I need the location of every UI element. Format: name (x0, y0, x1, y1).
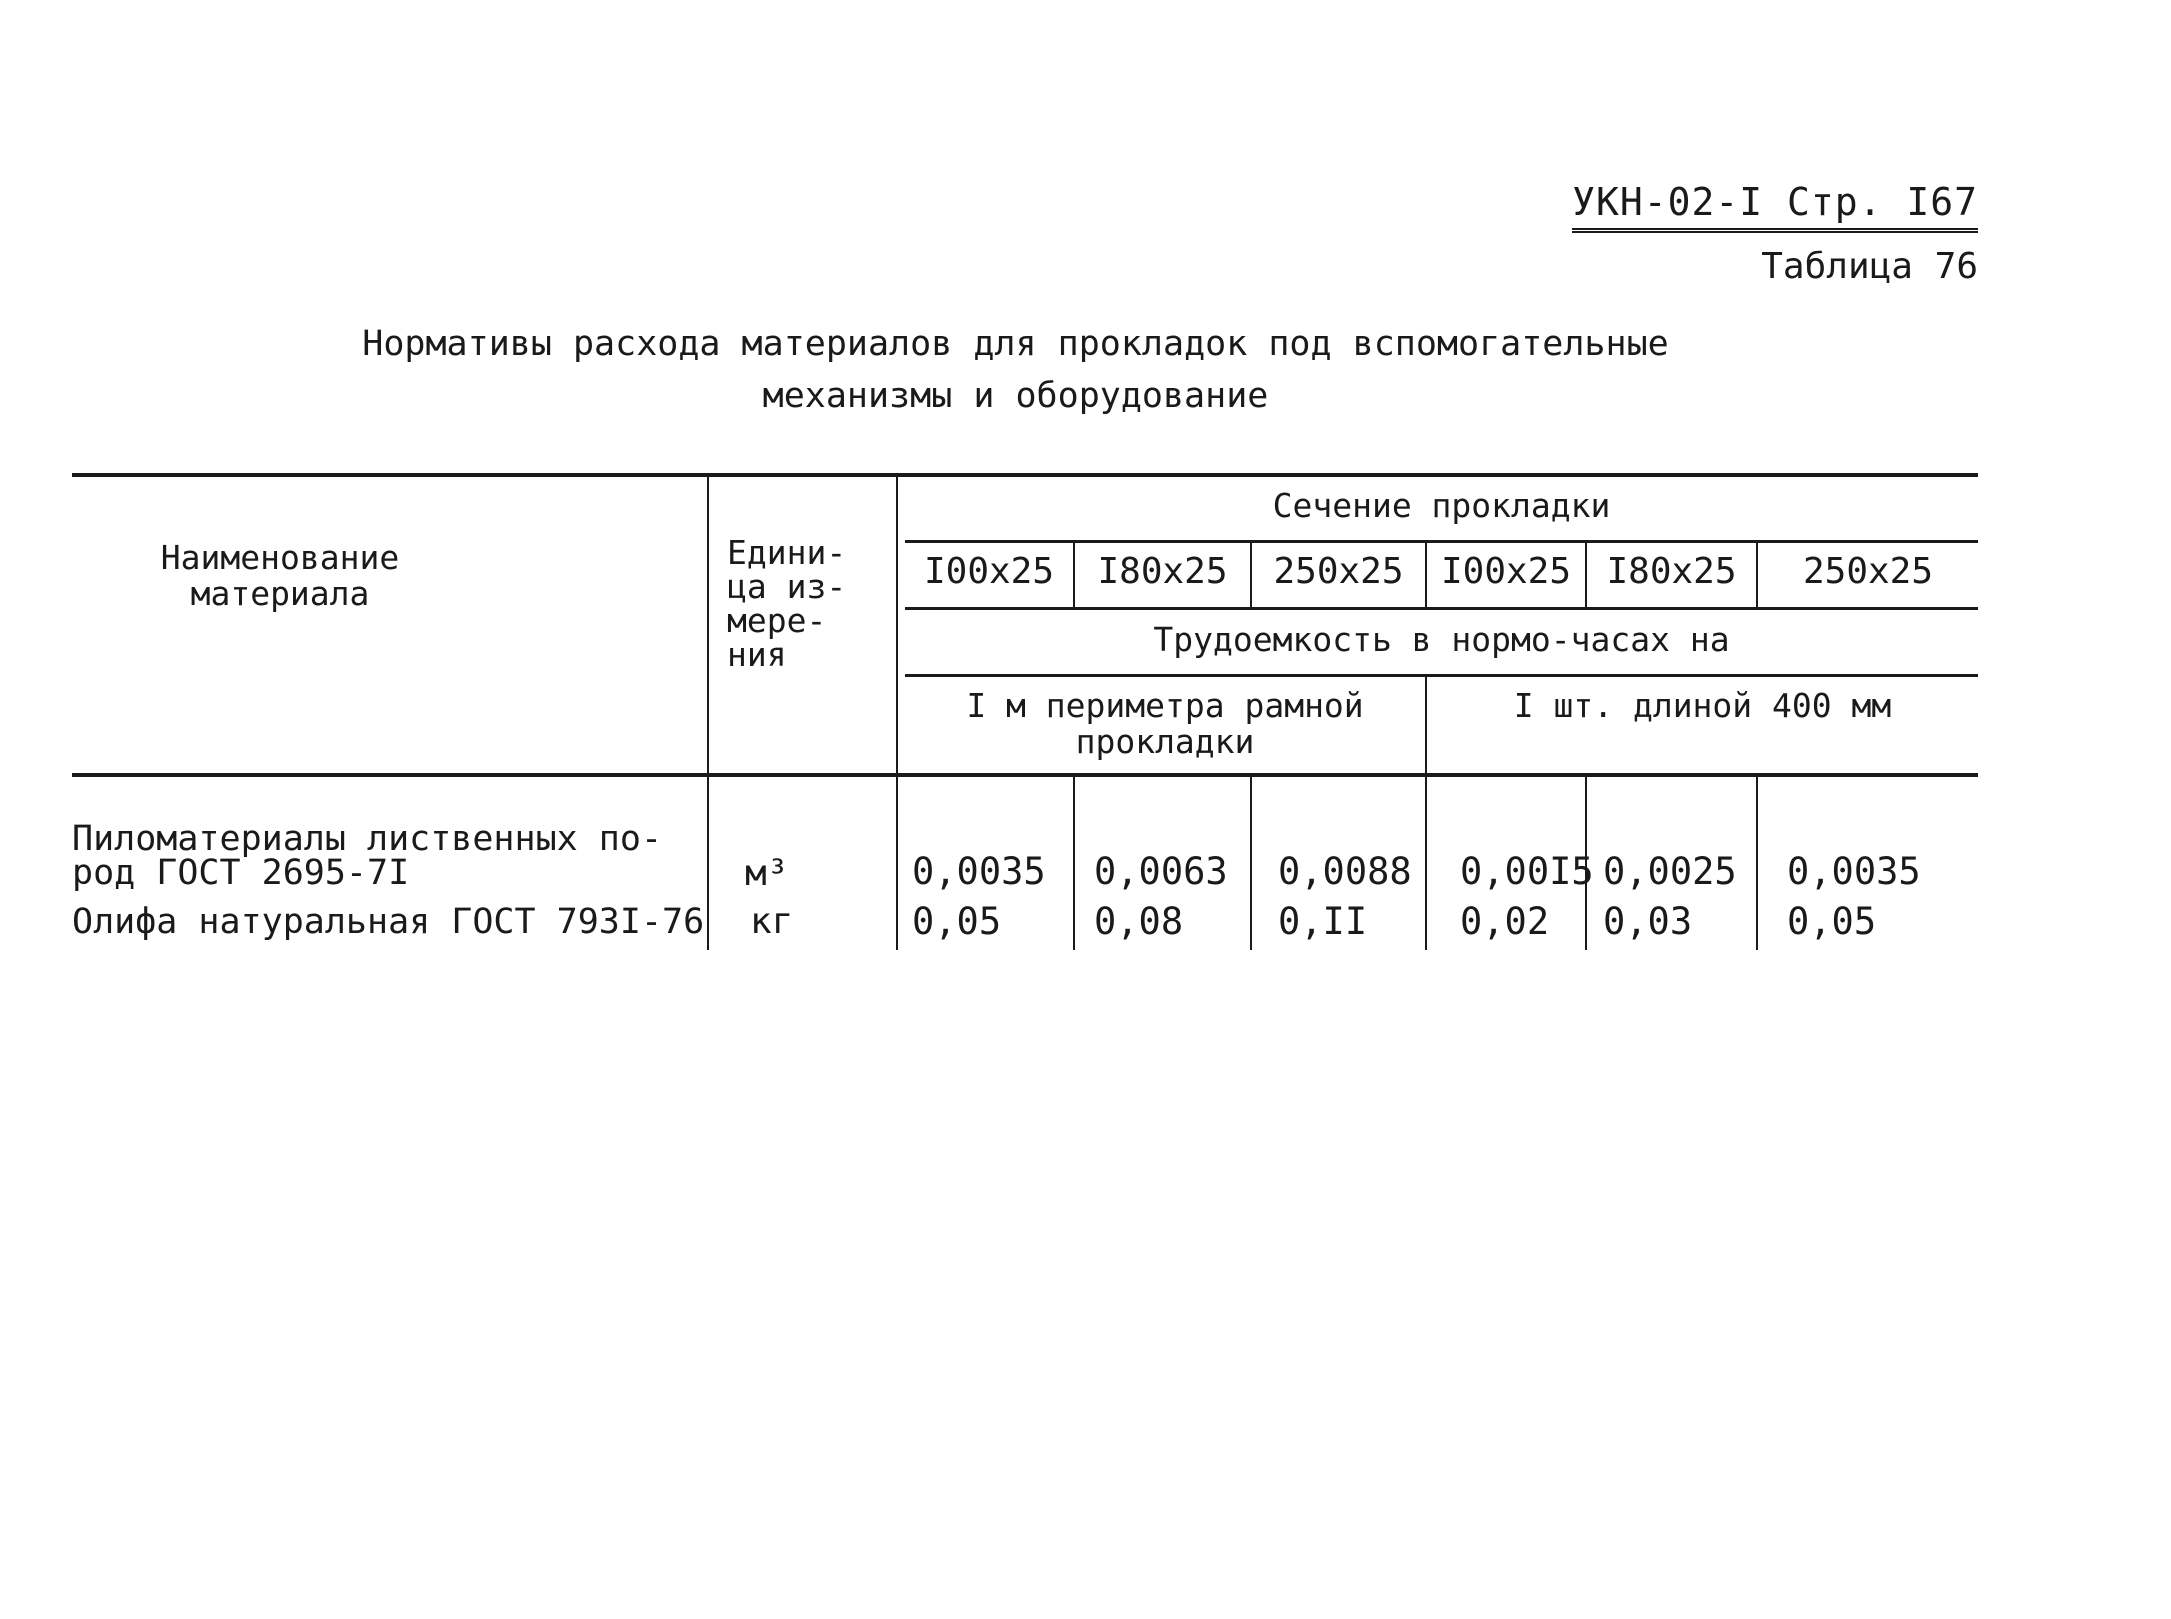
row-1-value: 0,0025 (1603, 850, 1737, 893)
header-frame-perimeter (905, 688, 1425, 760)
col-divider-values (896, 475, 898, 950)
header-unit (727, 533, 847, 674)
section-size: I00x25 (923, 551, 1055, 592)
row-1-material (72, 819, 663, 893)
col-divider-unit (707, 475, 709, 950)
header-unit-line-4: ния (727, 635, 787, 674)
page-reference: УКН-02-I Стр. I67 (1572, 180, 1978, 233)
section-sizes-rule (905, 607, 1978, 610)
row-1-material-line-1: Пиломатериалы лиственных по- (72, 819, 663, 859)
header-unit-line-2: ца из- (727, 567, 847, 606)
header-labor-group: Трудоемкость в нормо-часах на (1153, 620, 1730, 659)
row-1-value: 0,00I5 (1460, 850, 1594, 893)
header-unit-line-1: Едини- (727, 533, 847, 572)
data-divider-5 (1756, 775, 1758, 950)
section-size: I80x25 (1606, 551, 1737, 592)
section-size: I80x25 (1097, 551, 1228, 592)
header-bottom-rule (72, 773, 1978, 777)
row-1-unit: м³ (745, 853, 789, 894)
row-2-value: 0,08 (1094, 900, 1184, 943)
row-2-value: 0,05 (912, 900, 1002, 943)
row-2-value: 0,03 (1603, 900, 1693, 943)
row-1-value: 0,0035 (1787, 850, 1921, 893)
row-2-value: 0,02 (1460, 900, 1550, 943)
data-divider-1 (1073, 775, 1075, 950)
row-2-value: 0,II (1278, 900, 1368, 943)
row-1-material-line-2: род ГОСТ 2695-7I (72, 853, 410, 893)
header-section-group: Сечение прокладки (1272, 486, 1611, 525)
header-material-name (100, 540, 460, 612)
data-divider-3 (1425, 775, 1427, 950)
header-unit-line-3: мере- (727, 601, 827, 640)
labor-group-rule (905, 674, 1978, 677)
row-1-value: 0,0035 (912, 850, 1046, 893)
title-line-2: механизмы и оборудование (762, 376, 1269, 416)
row-2-material: Олифа натуральная ГОСТ 793I-76 (72, 902, 705, 942)
row-2-unit: кг (750, 901, 794, 942)
header-material-line-1: Наименование (160, 538, 400, 577)
header-frame-line-1: I м периметра рамной (966, 686, 1364, 725)
header-frame-line-2: прокладки (1075, 722, 1255, 761)
document-title (0, 318, 2171, 422)
header-piece-length: I шт. длиной 400 мм (1513, 686, 1892, 725)
section-size: 250x25 (1273, 551, 1404, 592)
title-line-1: Нормативы расхода материалов для прокладок под вспомогательные (362, 324, 1669, 364)
row-1-value: 0,0088 (1278, 850, 1412, 893)
header-material-line-2: материала (190, 574, 370, 613)
section-size: I00x25 (1440, 551, 1572, 592)
table-top-rule (72, 473, 1978, 477)
table-number: Таблица 76 (1761, 246, 1978, 287)
row-1-value: 0,0063 (1094, 850, 1228, 893)
data-divider-2 (1250, 775, 1252, 950)
section-size: 250x25 (1802, 551, 1934, 592)
section-group-rule (905, 540, 1978, 543)
row-2-value: 0,05 (1787, 900, 1877, 943)
